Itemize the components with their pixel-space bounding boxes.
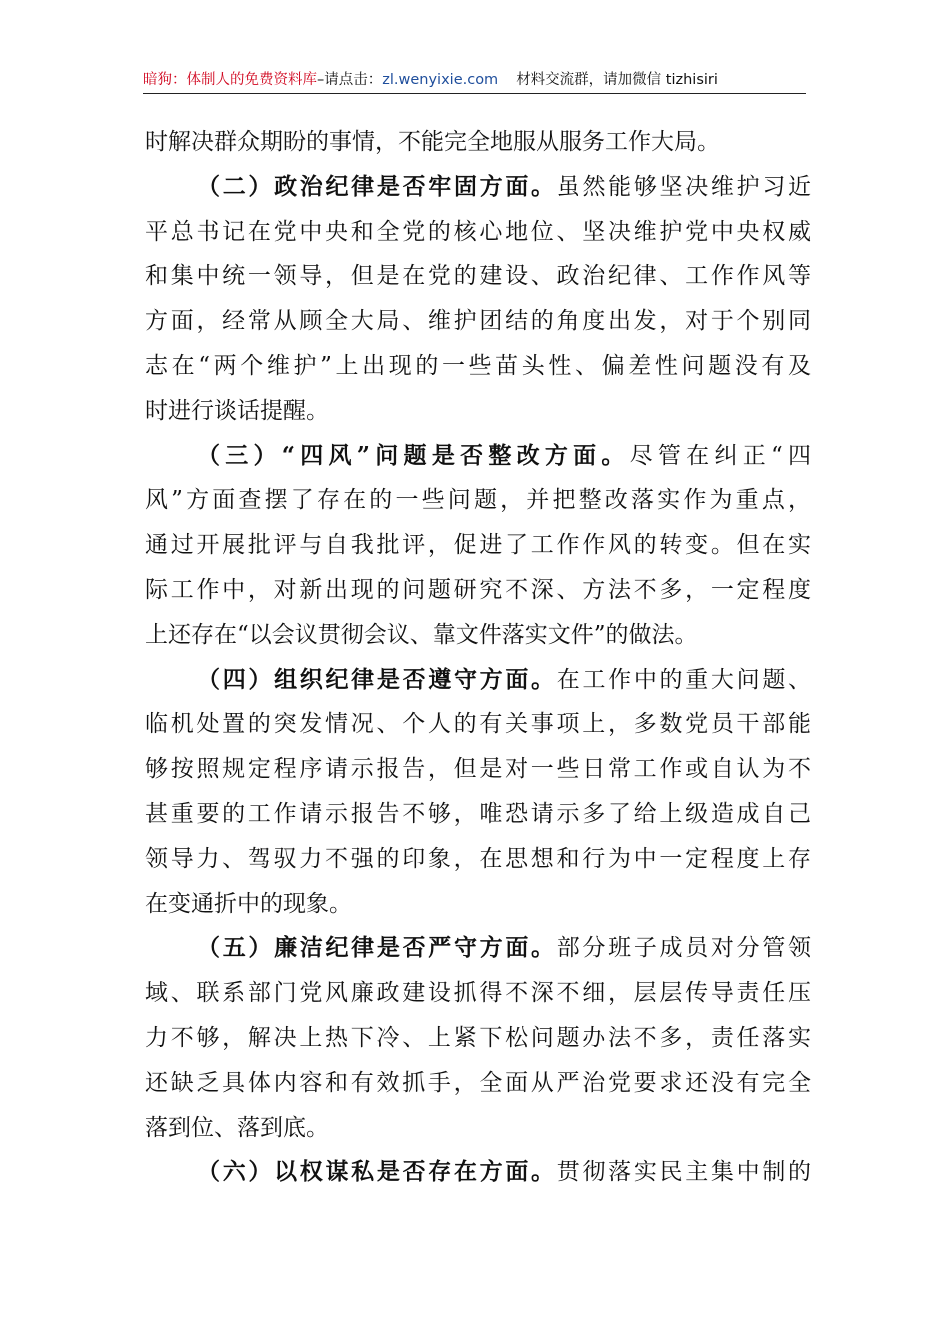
section-heading: （四）组织纪律是否遵守方面。: [197, 665, 557, 693]
header-link[interactable]: zl.wenyixie.com: [382, 72, 499, 88]
text-line: 甚重要的工作请示报告不够，唯恐请示多了给上级造成自己: [145, 800, 811, 827]
text-line: （四）组织纪律是否遵守方面。在工作中的重大问题、: [197, 665, 812, 693]
text-line: 和集中统一领导，但是在党的建设、政治纪律、工作作风等: [145, 263, 811, 290]
text-line: 临机处置的突发情况、个人的有关事项上，多数党员干部能: [145, 711, 811, 738]
document-body: [145, 120, 811, 1195]
text-line: （二）政治纪律是否牢固方面。虽然能够坚决维护习近: [197, 172, 812, 200]
text-line: 域、联系部门党风廉政建设抓得不深不细，层层传导责任压: [145, 980, 811, 1007]
text-line: 落到位、落到底。: [145, 1114, 329, 1141]
header-brand: 暗狗：体制人的免费资料库: [143, 72, 317, 88]
text-line: 通过开展批评与自我批评，促进了工作作风的转变。但在实: [145, 532, 811, 559]
text-line: 力不够，解决上热下冷、上紧下松问题办法不多，责任落实: [145, 1024, 811, 1051]
text-line: （五）廉洁纪律是否严守方面。部分班子成员对分管领: [197, 934, 812, 962]
text-line: 风”方面查摆了存在的一些问题，并把整改落实作为重点，: [145, 487, 811, 514]
text-line: 志在“两个维护”上出现的一些苗头性、偏差性问题没有及: [145, 352, 811, 379]
text-line: 方面，经常从顾全大局、维护团结的角度出发，对于个别同: [145, 308, 811, 335]
text-line: （六）以权谋私是否存在方面。贯彻落实民主集中制的: [197, 1158, 812, 1186]
section-heading: （三）“四风”问题是否整改方面。: [197, 441, 630, 469]
text-line: 在变通折中的现象。: [145, 890, 352, 917]
section-heading: （二）政治纪律是否牢固方面。: [197, 172, 557, 200]
header-note: 材料交流群，请加微信 tizhisiri: [516, 72, 718, 88]
text-line: 还缺乏具体内容和有效抓手，全面从严治党要求还没有完全: [145, 1069, 811, 1096]
text-line: 上还存在“以会议贯彻会议、靠文件落实文件”的做法。: [145, 621, 698, 648]
page-header: [143, 70, 806, 90]
text-line: 际工作中，对新出现的问题研究不深、方法不多，一定程度: [145, 576, 811, 603]
text-line: 时解决群众期盼的事情，不能完全地服从服务工作大局。: [145, 129, 720, 155]
text-line: 领导力、驾驭力不强的印象，在思想和行为中一定程度上存: [145, 845, 811, 872]
header-divider: [143, 93, 806, 94]
text-line: （三）“四风”问题是否整改方面。尽管在纠正“四: [197, 441, 811, 469]
text-line: 够按照规定程序请示报告，但是对一些日常工作或自认为不: [145, 756, 811, 783]
text-line: 平总书记在党中央和全党的核心地位、坚决维护党中央权威: [145, 218, 811, 245]
section-heading: （六）以权谋私是否存在方面。: [197, 1158, 557, 1186]
header-prompt: –请点击：: [317, 72, 383, 88]
section-heading: （五）廉洁纪律是否严守方面。: [197, 934, 557, 962]
text-line: 时进行谈话提醒。: [145, 397, 329, 424]
